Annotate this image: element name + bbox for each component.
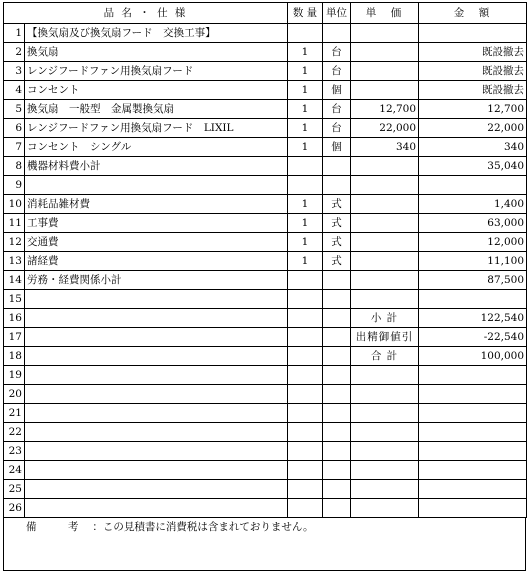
amount: 87,500: [419, 271, 527, 290]
item-name: [25, 404, 288, 423]
amount: [419, 366, 527, 385]
unit-price: [351, 404, 419, 423]
unit-price: 出精御値引: [351, 328, 419, 347]
unit-price: [351, 423, 419, 442]
table-row: [4, 138, 527, 157]
table-row: [4, 461, 527, 480]
amount: [419, 385, 527, 404]
quantity: [288, 176, 323, 195]
unit: 式: [323, 233, 351, 252]
unit: 個: [323, 138, 351, 157]
quantity: [288, 309, 323, 328]
unit: 台: [323, 100, 351, 119]
quantity: 1: [288, 233, 323, 252]
row-number: 15: [4, 290, 25, 309]
unit-price: 12,700: [351, 100, 419, 119]
unit-price: [351, 81, 419, 100]
table-row: [4, 252, 527, 271]
table-row: [4, 290, 527, 309]
quantity: 1: [288, 100, 323, 119]
header-item-name: 品 名 ・ 仕 様: [4, 3, 288, 24]
quantity: 1: [288, 214, 323, 233]
amount: 既設撤去: [419, 81, 527, 100]
unit: [323, 157, 351, 176]
unit: [323, 24, 351, 43]
item-name: [25, 347, 288, 366]
unit-price: [351, 290, 419, 309]
estimate-sheet: [3, 2, 526, 571]
table-row: [4, 423, 527, 442]
table-row: [4, 157, 527, 176]
amount: [419, 290, 527, 309]
unit-price: 合 計: [351, 347, 419, 366]
unit: [323, 423, 351, 442]
row-number: 22: [4, 423, 25, 442]
unit-price: [351, 461, 419, 480]
row-number: 7: [4, 138, 25, 157]
row-number: 25: [4, 480, 25, 499]
unit: [323, 176, 351, 195]
quantity: [288, 385, 323, 404]
table-row: [4, 271, 527, 290]
item-name: [25, 328, 288, 347]
unit: 式: [323, 252, 351, 271]
unit: 個: [323, 81, 351, 100]
quantity: [288, 157, 323, 176]
remarks-box: [3, 518, 526, 571]
amount: 340: [419, 138, 527, 157]
header-quantity: 数 量: [288, 3, 323, 24]
unit: [323, 404, 351, 423]
quantity: [288, 442, 323, 461]
row-number: 1: [4, 24, 25, 43]
unit-price: 340: [351, 138, 419, 157]
table-row: [4, 442, 527, 461]
amount: 12,700: [419, 100, 527, 119]
quantity: [288, 328, 323, 347]
row-number: 5: [4, 100, 25, 119]
item-name: コンセント シングル: [25, 138, 288, 157]
row-number: 17: [4, 328, 25, 347]
quantity: [288, 271, 323, 290]
quantity: 1: [288, 252, 323, 271]
row-number: 12: [4, 233, 25, 252]
header-unit-price: 単 価: [351, 3, 419, 24]
quantity: [288, 423, 323, 442]
unit-price: [351, 157, 419, 176]
row-number: 26: [4, 499, 25, 518]
item-name: 工事費: [25, 214, 288, 233]
table-row: [4, 385, 527, 404]
table-row: [4, 328, 527, 347]
quantity: [288, 404, 323, 423]
header-unit: 単位: [323, 3, 351, 24]
unit: 式: [323, 214, 351, 233]
quantity: [288, 499, 323, 518]
row-number: 20: [4, 385, 25, 404]
unit-price: [351, 24, 419, 43]
row-number: 24: [4, 461, 25, 480]
amount: 35,040: [419, 157, 527, 176]
estimate-table: [3, 2, 527, 518]
unit: [323, 461, 351, 480]
amount: 1,400: [419, 195, 527, 214]
unit-price: [351, 195, 419, 214]
row-number: 23: [4, 442, 25, 461]
item-name: [25, 442, 288, 461]
item-name: 換気扇: [25, 43, 288, 62]
amount: 100,000: [419, 347, 527, 366]
row-number: 18: [4, 347, 25, 366]
item-name: [25, 461, 288, 480]
amount: [419, 423, 527, 442]
item-name: 諸経費: [25, 252, 288, 271]
quantity: 1: [288, 138, 323, 157]
row-number: 9: [4, 176, 25, 195]
item-name: [25, 480, 288, 499]
unit: [323, 290, 351, 309]
table-row: [4, 347, 527, 366]
table-row: [4, 195, 527, 214]
amount: 11,100: [419, 252, 527, 271]
table-row: [4, 366, 527, 385]
table-row: [4, 100, 527, 119]
quantity: 1: [288, 119, 323, 138]
row-number: 6: [4, 119, 25, 138]
amount: 122,540: [419, 309, 527, 328]
table-row: [4, 480, 527, 499]
unit: [323, 328, 351, 347]
table-row: [4, 62, 527, 81]
unit: 台: [323, 62, 351, 81]
header-amount: 金 額: [419, 3, 527, 24]
unit-price: [351, 480, 419, 499]
table-row: [4, 43, 527, 62]
unit-price: [351, 499, 419, 518]
unit-price: [351, 442, 419, 461]
unit-price: [351, 271, 419, 290]
amount: [419, 480, 527, 499]
quantity: 1: [288, 43, 323, 62]
table-row: [4, 233, 527, 252]
quantity: [288, 480, 323, 499]
row-number: 16: [4, 309, 25, 328]
unit-price: [351, 43, 419, 62]
row-number: 3: [4, 62, 25, 81]
row-number: 2: [4, 43, 25, 62]
amount: [419, 404, 527, 423]
amount: 12,000: [419, 233, 527, 252]
unit: 台: [323, 43, 351, 62]
item-name: 消耗品雑材費: [25, 195, 288, 214]
amount: -22,540: [419, 328, 527, 347]
table-row: [4, 119, 527, 138]
quantity: 1: [288, 81, 323, 100]
row-number: 14: [4, 271, 25, 290]
unit: [323, 499, 351, 518]
item-name: [25, 366, 288, 385]
item-name: [25, 423, 288, 442]
row-number: 4: [4, 81, 25, 100]
unit-price: [351, 252, 419, 271]
item-name: [25, 499, 288, 518]
table-body: [4, 24, 527, 518]
table-row: [4, 499, 527, 518]
item-name: レンジフードファン用換気扇フード: [25, 62, 288, 81]
header-row: [4, 3, 527, 24]
table-row: [4, 404, 527, 423]
item-name: 【換気扇及び換気扇フード 交換工事】: [25, 24, 288, 43]
unit: 台: [323, 119, 351, 138]
unit-price: 小 計: [351, 309, 419, 328]
item-name: 交通費: [25, 233, 288, 252]
amount: 63,000: [419, 214, 527, 233]
item-name: レンジフードファン用換気扇フード LIXIL: [25, 119, 288, 138]
table-row: [4, 81, 527, 100]
item-name: 換気扇 一般型 金属製換気扇: [25, 100, 288, 119]
amount: 既設撤去: [419, 43, 527, 62]
amount: [419, 24, 527, 43]
amount: 既設撤去: [419, 62, 527, 81]
unit: [323, 385, 351, 404]
quantity: 1: [288, 62, 323, 81]
amount: 22,000: [419, 119, 527, 138]
quantity: [288, 461, 323, 480]
unit-price: [351, 385, 419, 404]
table-row: [4, 214, 527, 233]
quantity: [288, 347, 323, 366]
unit: [323, 480, 351, 499]
quantity: [288, 290, 323, 309]
item-name: [25, 385, 288, 404]
remarks-text: ：この見積書に消費税は含まれておりません。: [92, 521, 314, 533]
amount: [419, 461, 527, 480]
amount: [419, 176, 527, 195]
row-number: 8: [4, 157, 25, 176]
unit: [323, 271, 351, 290]
unit: [323, 347, 351, 366]
table-row: [4, 176, 527, 195]
quantity: [288, 366, 323, 385]
unit-price: [351, 176, 419, 195]
unit: 式: [323, 195, 351, 214]
item-name: [25, 176, 288, 195]
unit-price: [351, 366, 419, 385]
row-number: 11: [4, 214, 25, 233]
row-number: 21: [4, 404, 25, 423]
row-number: 13: [4, 252, 25, 271]
unit: [323, 309, 351, 328]
row-number: 19: [4, 366, 25, 385]
item-name: 労務・経費関係小計: [25, 271, 288, 290]
item-name: 機器材料費小計: [25, 157, 288, 176]
unit-price: [351, 214, 419, 233]
unit: [323, 442, 351, 461]
amount: [419, 499, 527, 518]
remarks-label: 備 考: [26, 521, 93, 533]
unit-price: 22,000: [351, 119, 419, 138]
table-row: [4, 309, 527, 328]
item-name: コンセント: [25, 81, 288, 100]
unit-price: [351, 62, 419, 81]
row-number: 10: [4, 195, 25, 214]
table-row: [4, 24, 527, 43]
quantity: 1: [288, 195, 323, 214]
quantity: [288, 24, 323, 43]
unit-price: [351, 233, 419, 252]
amount: [419, 442, 527, 461]
item-name: [25, 290, 288, 309]
unit: [323, 366, 351, 385]
item-name: [25, 309, 288, 328]
